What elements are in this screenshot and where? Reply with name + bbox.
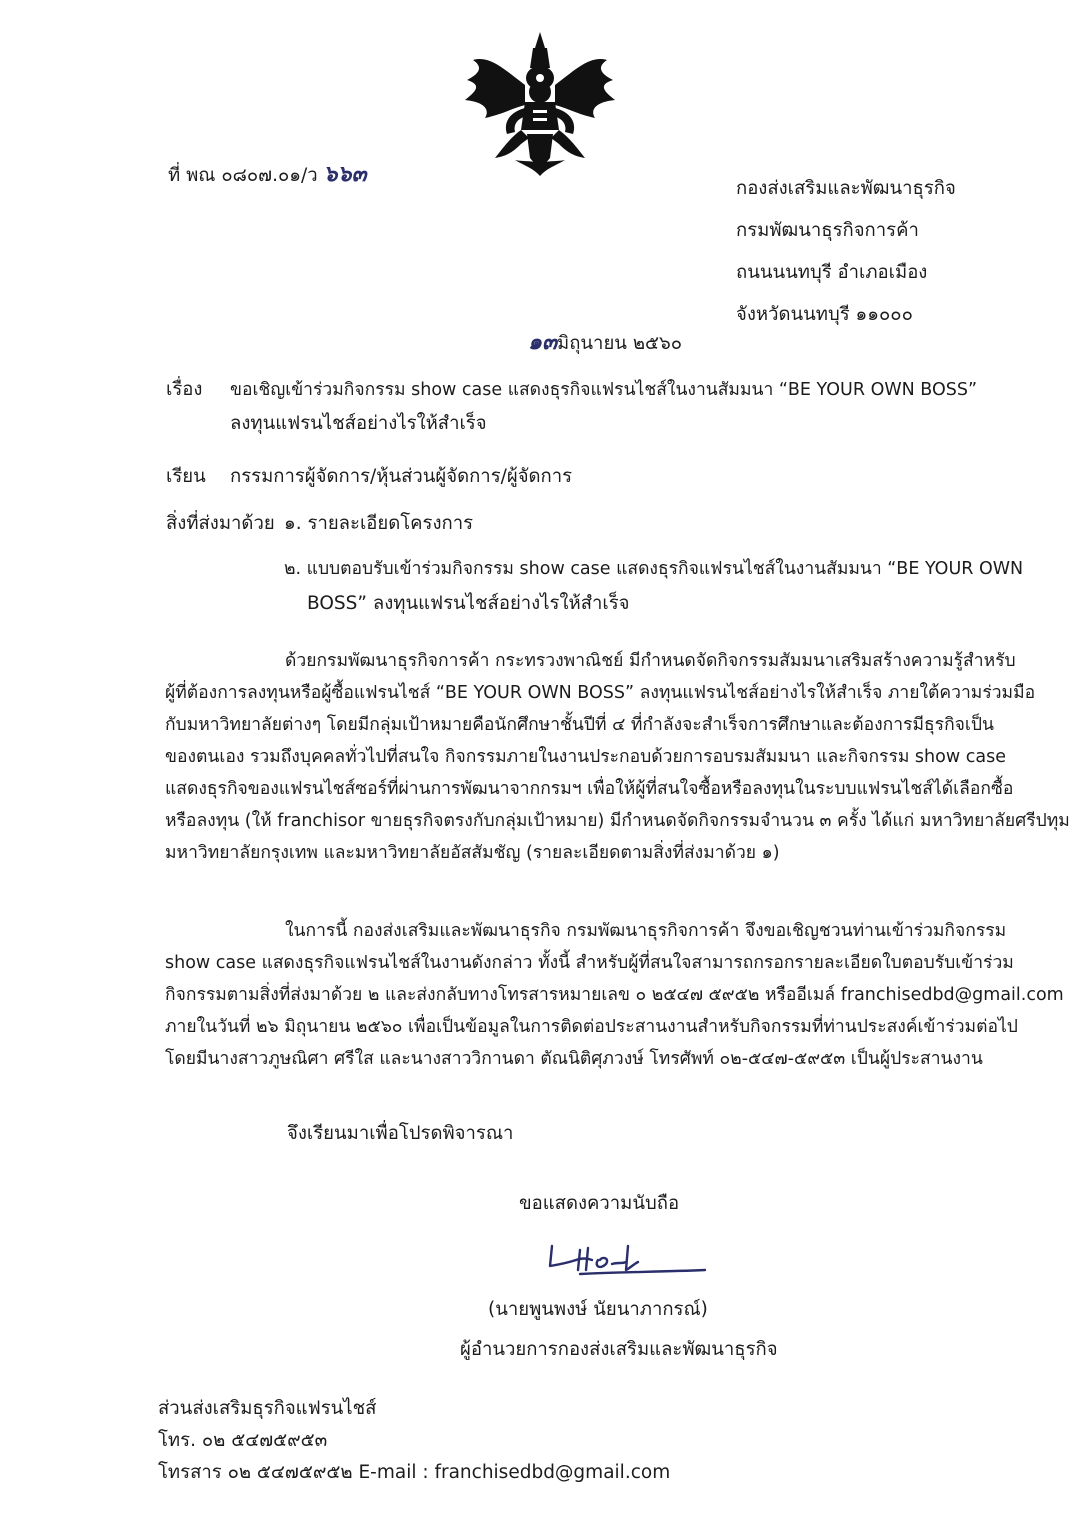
regards-text: ขอแสดงความนับถือ [519,1193,680,1214]
sender-line: ถนนนนทบุรี อำเภอเมือง [736,262,928,283]
sender-address [736,168,956,336]
paragraph-line: ผู้ที่ต้องการลงทุนหรือผู้ซื้อแฟรนไชส์ “BE YOUR OWN BOSS” ลงทุนแฟรนไชส์อย่างไรให้สำเร็จ ภายใต้ความร่วมมือ [165,683,1036,703]
sender-line: กองส่งเสริมและพัฒนาธุรกิจ [736,178,956,199]
reference-handwritten-number: ๖๖๓ [323,161,367,187]
subject-line-1: ขอเชิญเข้าร่วมกิจกรรม show case แสดงธุรกิจแฟรนไชส์ในงานสัมมนา “BE YOUR OWN BOSS” [230,380,978,400]
paragraph-line: หรือลงทุน (ให้ franchisor ขายธุรกิจตรงกับกลุ่มเป้าหมาย) มีกำหนดจัดกิจกรรมจำนวน ๓ ครั้ง ได้แก่ มหาวิทยาลัยศรีปทุม [165,811,1070,831]
date-text: มิถุนายน ๒๕๖๐ [557,333,683,354]
reference-number [168,162,366,188]
body-paragraph-2 [165,915,1064,1075]
enclosure-item-2-line-2: BOSS” ลงทุนแฟรนไชส์อย่างไรให้สำเร็จ [307,593,630,614]
paragraph-line: show case แสดงธุรกิจแฟรนไชส์ในงานดังกล่าว ทั้งนี้ สำหรับผู้ที่สนใจสามารถกรอกรายละเอียดใบตอบรับเข้าร่วม [165,953,1014,973]
garuda-emblem [455,30,625,180]
sender-line: จังหวัดนนทบุรี ๑๑๐๐๐ [736,304,913,325]
salutation-text: กรรมการผู้จัดการ/หุ้นส่วนผู้จัดการ/ผู้จัดการ [230,466,573,487]
sender-line: กรมพัฒนาธุรกิจการค้า [736,220,919,241]
reference-label: ที่ พณ ๐๘๐๗.๐๑/ว [168,165,318,186]
salutation-label: เรียน [166,466,206,487]
paragraph-line: ในการนี้ กองส่งเสริมและพัฒนาธุรกิจ กรมพัฒนาธุรกิจการค้า จึงขอเชิญชวนท่านเข้าร่วมกิจกรรม [285,921,1007,941]
paragraph-line: ของตนเอง รวมถึงบุคคลทั่วไปที่สนใจ กิจกรรมภายในงานประกอบด้วยการอบรมสัมมนา และกิจกรรม show case [165,747,1006,767]
paragraph-line: แสดงธุรกิจของแฟรนไชส์ซอร์ที่ผ่านการพัฒนาจากกรมฯ เพื่อให้ผู้ที่สนใจซื้อหรือลงทุนในระบบแฟรนไชส์ได้เลือกซื้อ [165,779,1014,799]
subject-line-2: ลงทุนแฟรนไชส์อย่างไรให้สำเร็จ [230,413,487,434]
closing-text: จึงเรียนมาเพื่อโปรดพิจารณา [287,1123,514,1144]
handwritten-signature [540,1240,710,1282]
enclosures-label: สิ่งที่ส่งมาด้วย [166,513,275,534]
paragraph-line: กิจกรรมตามสิ่งที่ส่งมาด้วย ๒ และส่งกลับทางโทรสารหมายเลข ๐ ๒๕๔๗ ๕๙๕๒ หรืออีเมล์ franchisedbd@gmail.com [165,985,1064,1005]
body-paragraph-1 [165,645,1070,869]
footer-unit: ส่วนส่งเสริมธุรกิจแฟรนไชส์ [158,1398,377,1419]
enclosure-item-1: ๑. รายละเอียดโครงการ [284,513,474,534]
signatory-position: ผู้อำนวยการกองส่งเสริมและพัฒนาธุรกิจ [460,1339,778,1360]
paragraph-line: มหาวิทยาลัยกรุงเทพ และมหาวิทยาลัยอัสสัมชัญ (รายละเอียดตามสิ่งที่ส่งมาด้วย ๑) [165,843,780,863]
footer-tel: โทร. ๐๒ ๕๔๗๕๙๕๓ [158,1430,328,1451]
paragraph-line: ด้วยกรมพัฒนาธุรกิจการค้า กระทรวงพาณิชย์ มีกำหนดจัดกิจกรรมสัมมนาเสริมสร้างความรู้สำหรับ [285,651,1016,671]
subject-label: เรื่อง [166,379,203,400]
paragraph-line: กับมหาวิทยาลัยต่างๆ โดยมีกลุ่มเป้าหมายคือนักศึกษาชั้นปีที่ ๔ ที่กำลังจะสำเร็จการศึกษาและต้องการมีธุรกิจเป็น [165,715,994,735]
paragraph-line: ภายในวันที่ ๒๖ มิถุนายน ๒๕๖๐ เพื่อเป็นข้อมูลในการติดต่อประสานงานสำหรับกิจกรรมที่ท่านประสงค์เข้าร่วมต่อไป [165,1017,1018,1037]
enclosure-item-2-line-1: ๒. แบบตอบรับเข้าร่วมกิจกรรม show case แสดงธุรกิจแฟรนไชส์ในงานสัมมนา “BE YOUR OWN [284,559,1024,579]
letter-date [528,330,682,356]
paragraph-line: โดยมีนางสาวภูษณิศา ศรีใส และนางสาววิกานดา ตัณนิติศุภวงษ์ โทรศัพท์ ๐๒-๕๔๗-๕๙๕๓ เป็นผู้ประสานงาน [165,1049,983,1069]
signatory-name: (นายพูนพงษ์ นัยนาภากรณ์) [488,1299,708,1320]
footer-fax-email: โทรสาร ๐๒ ๕๔๗๕๙๕๒ E-mail : franchisedbd@gmail.com [158,1462,671,1483]
date-handwritten-day: ๑๓ [528,329,558,355]
